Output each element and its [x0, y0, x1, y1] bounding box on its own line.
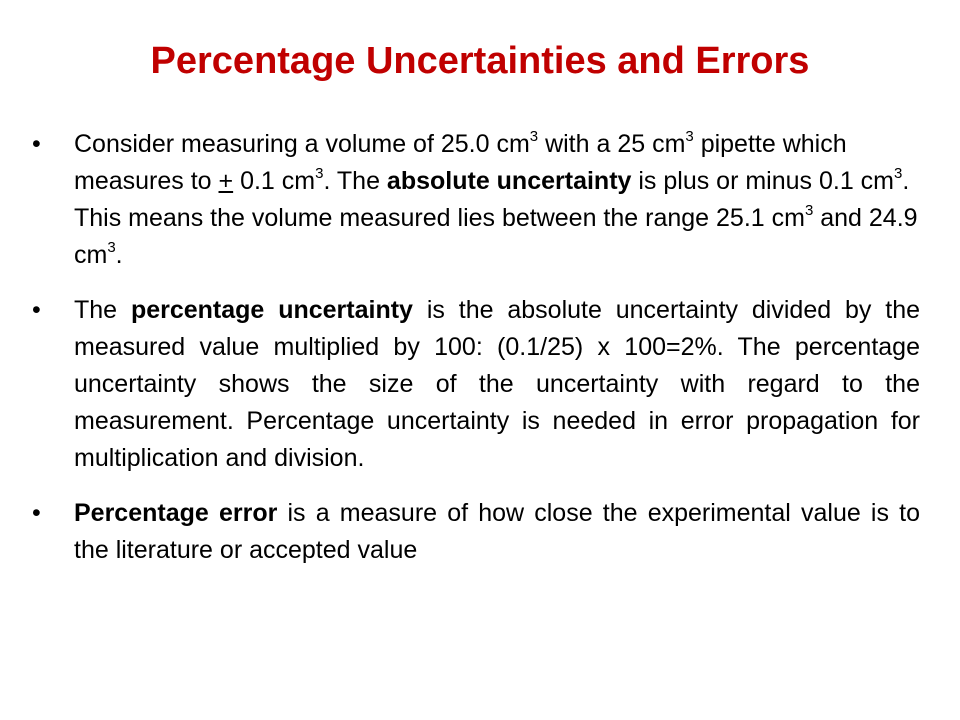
bullet-dot-icon: •	[32, 296, 41, 324]
text-run: pipette which measures to	[74, 130, 847, 195]
bullet-item-percentage-uncertainty	[30, 292, 920, 477]
plus-minus-symbol: +	[218, 167, 234, 195]
bullet-list	[30, 126, 920, 569]
text-run: is plus or minus 0.1 cm	[631, 167, 895, 195]
bullet-text	[74, 296, 920, 472]
superscript: 3	[685, 127, 694, 145]
superscript: 3	[804, 201, 814, 219]
text-run: and 24.9 cm	[74, 204, 918, 269]
bold-term: percentage uncertainty	[130, 296, 413, 324]
superscript: 3	[894, 164, 903, 182]
text-run: is the absolute uncertainty divided by the measured value multiplied by 100: (0.1/25) x 100=2%. The percentage uncertainty shows the size of the uncertainty with regard to the measurement. Percentage uncertainty is needed in error propagation for multiplication and division.	[74, 296, 921, 472]
text-run: is a measure of how close the experimental value is to the literature or accepted value	[74, 499, 920, 564]
bullet-item-absolute-uncertainty	[30, 126, 920, 274]
bullet-dot-icon: •	[32, 130, 41, 158]
text-run: .	[115, 241, 123, 269]
text-run: 0.1 cm	[233, 167, 316, 195]
bullet-text	[74, 127, 918, 269]
bold-term: Percentage error	[74, 499, 278, 527]
text-run: . The	[323, 167, 387, 195]
bold-term: absolute uncertainty	[386, 167, 632, 195]
slide-title: Percentage Uncertainties and Errors	[150, 40, 810, 82]
text-run: with a 25 cm	[538, 130, 686, 158]
superscript: 3	[107, 238, 116, 256]
text-run: Consider measuring a volume of 25.0 cm	[74, 130, 530, 158]
bullet-text	[74, 499, 920, 564]
text-run: . This means the volume measured lies between the range 25.1 cm	[74, 167, 910, 232]
bullet-dot-icon: •	[32, 499, 41, 527]
superscript: 3	[315, 164, 324, 182]
text-run: The	[74, 296, 131, 324]
superscript: 3	[529, 127, 539, 145]
bullet-item-percentage-error	[30, 495, 920, 569]
